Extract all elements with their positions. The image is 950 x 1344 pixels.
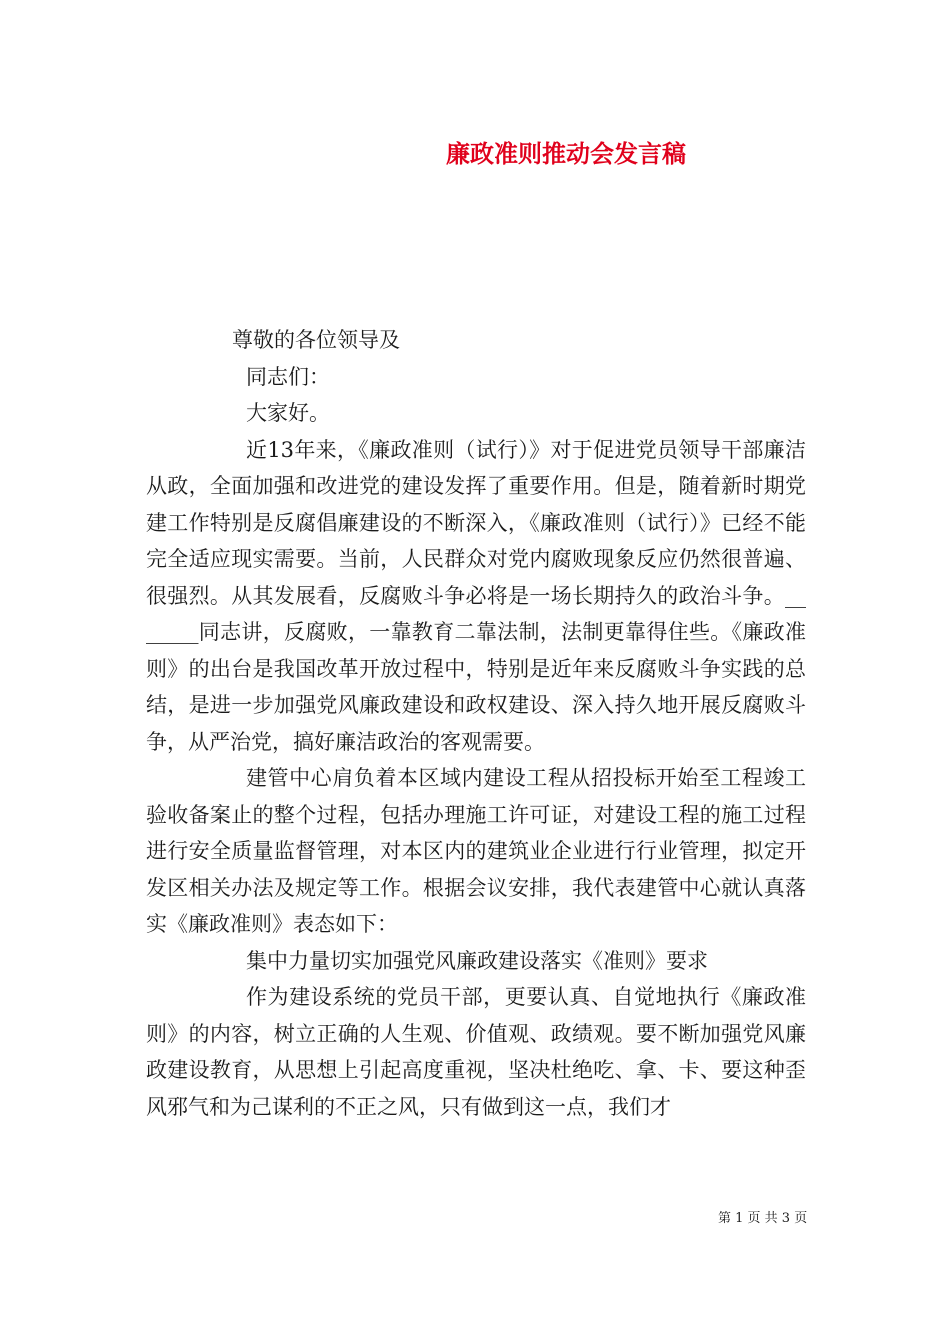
document-title: 廉政准则推动会发言稿 (446, 139, 686, 168)
paragraph-1: 近13年来，《廉政准则（试行）》对于促进党员领导干部廉洁从政，全面加强和改进党的建设发挥了重要作用。但是，随着新时期党建工作特别是反腐倡廉建设的不断深入，《廉政准则（试行）》已经不能完全适应现实需要。当前，人民群众对党内腐败现象反应仍然很普遍、很强烈。从其发展看，反腐败斗争必将是一场长期持久的政治斗争。_______同志讲，反腐败，一靠教育二靠法制，法制更靠得住些。《廉政准则》的出台是我国改革开放过程中，特别是近年来反腐败斗争实践的总结，是进一步加强党风廉政建设和政权建设、深入持久地开展反腐败斗争，从严治党，搞好廉洁政治的客观需要。 (146, 437, 806, 754)
section-heading: 集中力量切实加强党风廉政建设落实《准则》要求 (246, 948, 708, 973)
paragraph-2: 建管中心肩负着本区域内建设工程从招投标开始至工程竣工验收备案止的整个过程，包括办理施工许可证，对建设工程的施工过程进行安全质量监督管理，对本区内的建筑业企业进行行业管理，拟定开发区相关办法及规定等工作。根据会议安排，我代表建管中心就认真落实《廉政准则》表态如下： (146, 766, 806, 936)
paragraph-3: 作为建设系统的党员干部，更要认真、自觉地执行《廉政准则》的内容，树立正确的人生观、价值观、政绩观。要不断加强党风廉政建设教育，从思想上引起高度重视，坚决杜绝吃、拿、卡、要这种歪风邪气和为己谋利的不正之风，只有做到这一点，我们才 (146, 985, 806, 1119)
greeting: 大家好。 (246, 401, 330, 425)
document-body (146, 322, 806, 1125)
salutation-line-2: 同志们： (246, 364, 330, 389)
salutation-line-1: 尊敬的各位领导及 (232, 328, 400, 352)
page-footer: 第 1 页 共 3 页 (718, 1211, 808, 1226)
